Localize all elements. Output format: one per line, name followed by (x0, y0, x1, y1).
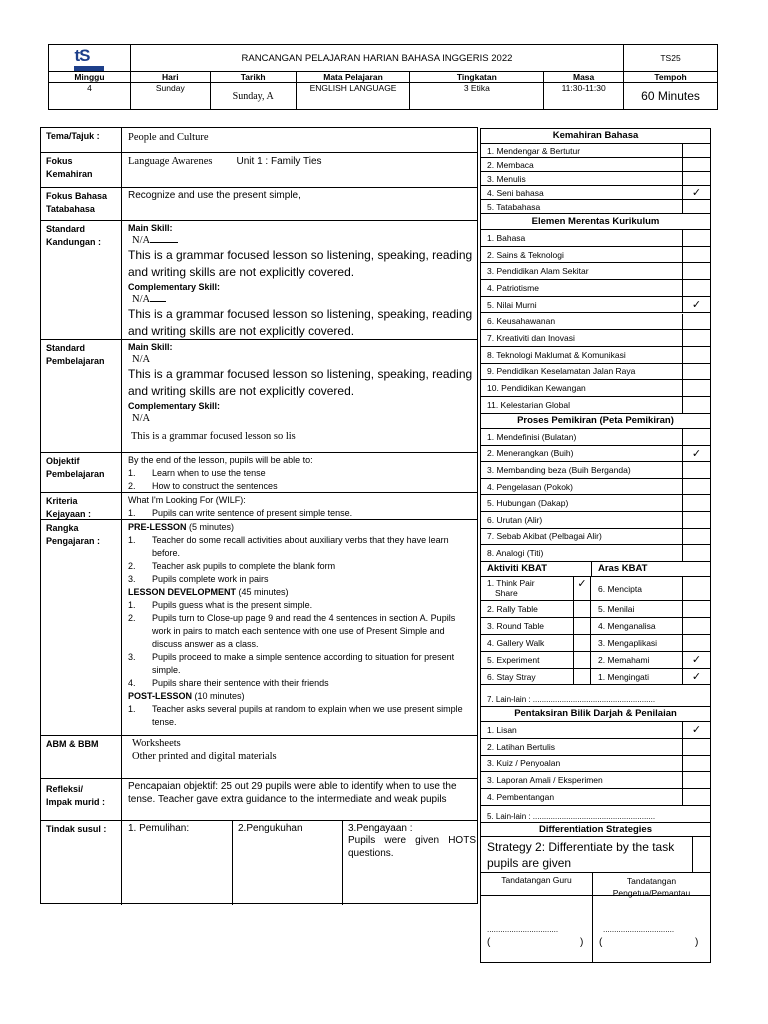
aras-label: 6. Mencipta (598, 583, 642, 594)
row-rangka (41, 520, 477, 736)
elemen-checkbox[interactable] (682, 330, 710, 346)
col-mata-pelajaran: Mata Pelajaran (296, 72, 410, 83)
check-icon: ✓ (691, 447, 702, 460)
sign-guru-label: Tandatangan Guru (501, 875, 572, 885)
elemen-label: 8. Teknologi Maklumat & Komunikasi (487, 349, 626, 360)
objektif-item: 1. Learn when to use the tense (128, 468, 266, 478)
elemen-row (481, 397, 710, 414)
col-masa: Masa (544, 72, 624, 83)
dev-lesson-title: LESSON DEVELOPMENT (128, 587, 237, 597)
proses-row (481, 446, 710, 463)
row-tindak-susul (41, 821, 477, 905)
elemen-row (481, 230, 710, 247)
kemahiran-label: 1. Mendengar & Bertutur (487, 145, 581, 156)
aras-checkbox[interactable] (682, 618, 710, 634)
row-standard-kandungan (41, 221, 477, 340)
sign-pengetua-dots: ................................ (603, 925, 675, 934)
fokus-bahasa-value: Recognize and use the present simple, (128, 190, 301, 201)
kbat-activity-checkbox[interactable] (573, 669, 591, 684)
elemen-checkbox[interactable] (682, 280, 710, 296)
kemahiran-checkbox[interactable] (682, 186, 710, 199)
elemen-label: 11. Kelestarian Global (487, 399, 571, 410)
pentaksiran-row (481, 722, 710, 739)
elemen-label: 4. Patriotisme (487, 282, 539, 293)
kbat-activity-checkbox[interactable] (573, 635, 591, 651)
proses-row (481, 529, 710, 546)
proses-row (481, 429, 710, 446)
pentaksiran-label: 2. Latihan Bertulis (487, 741, 556, 752)
school-logo (49, 45, 131, 72)
sign-guru-cell: Tandatangan Guru ................................ ( ) (481, 873, 593, 963)
col-minggu: Minggu (49, 72, 131, 83)
proses-checkbox[interactable] (682, 429, 710, 445)
kemahiran-row (481, 200, 710, 214)
aras-label: 1. Mengingati (598, 671, 650, 682)
kemahiran-checkbox[interactable] (682, 158, 710, 171)
col-tarikh: Tarikh (210, 72, 296, 83)
row-objektif (41, 453, 477, 493)
proses-label: 2. Menerangkan (Buih) (487, 448, 574, 459)
aras-heading: Aras KBAT (598, 563, 648, 574)
val-masa: 11:30-11:30 (544, 83, 624, 110)
proses-label: 1. Mendefinisi (Bulatan) (487, 431, 577, 442)
kemahiran-heading: Kemahiran Bahasa (481, 129, 710, 144)
proses-row (481, 462, 710, 479)
pentaksiran-checkbox[interactable] (682, 772, 710, 788)
check-icon: ✓ (577, 578, 587, 590)
val-tempoh: 60 Minutes (624, 83, 718, 110)
kbat-heading-row (481, 562, 710, 577)
tema-value: People and Culture (128, 132, 209, 143)
lain-lain-2: 5. Lain-lain : ....................................................... (481, 806, 710, 823)
label-objektif: Objektif Pembelajaran (41, 453, 122, 492)
label-tindak-susul: Tindak susul : (41, 821, 122, 905)
dev-lesson-time: (45 minutes) (238, 587, 289, 597)
kbat-row (481, 618, 710, 635)
kbat-activity-label: 3. Round Table (487, 621, 545, 631)
elemen-label: 7. Kreativiti dan Inovasi (487, 333, 575, 344)
val-tarikh: Sunday, A (210, 83, 296, 110)
kriteria-intro: What I'm Looking For (WILF): (128, 495, 246, 505)
aras-checkbox[interactable] (682, 601, 710, 617)
sign-guru-dots: ................................ (487, 925, 559, 934)
kemahiran-row (481, 158, 710, 172)
sp-main-na: N/A (132, 354, 151, 365)
proses-row (481, 495, 710, 512)
fokus-unit: Unit 1 : Family Ties (236, 156, 322, 167)
check-icon: ✓ (691, 724, 702, 736)
pentaksiran-row (481, 772, 710, 789)
check-icon: ✓ (691, 654, 702, 666)
kemahiran-label: 2. Membaca (487, 159, 534, 170)
row-tema (41, 128, 477, 153)
kemahiran-label: 4. Seni bahasa (487, 187, 544, 198)
proses-checkbox[interactable] (682, 479, 710, 495)
kbat-activity-label: 2. Rally Table (487, 604, 538, 614)
proses-row (481, 512, 710, 529)
elemen-label: 5. Nilai Murni (487, 299, 537, 310)
abm-line-2: Other printed and digital materials (132, 751, 277, 762)
proses-checkbox[interactable] (682, 529, 710, 545)
elemen-checkbox[interactable] (682, 230, 710, 246)
val-minggu: 4 (49, 83, 131, 110)
row-refleksi (41, 779, 477, 821)
row-fokus-bahasa (41, 188, 477, 221)
row-abm (41, 736, 477, 779)
kbat-activity-checkbox[interactable] (573, 601, 591, 617)
logo-text: tS (74, 46, 90, 65)
aras-checkbox[interactable] (682, 669, 710, 684)
pre-lesson-item: 1. Teacher do some recall activities about auxiliary verbs that they have learn before. (128, 535, 449, 558)
kbat-activity-checkbox[interactable] (573, 652, 591, 668)
pentaksiran-label: 4. Pembentangan (487, 792, 555, 803)
tindak-pemulihan: 1. Pemulihan: (122, 821, 233, 905)
label-rangka: Rangka Pengajaran : (41, 520, 122, 735)
val-mata-pelajaran: ENGLISH LANGUAGE (296, 83, 410, 110)
elemen-row (481, 380, 710, 397)
elemen-checkbox[interactable] (682, 263, 710, 279)
elemen-checkbox[interactable] (682, 314, 710, 330)
aras-label: 2. Memahami (598, 655, 650, 665)
kemahiran-row (481, 186, 710, 200)
elemen-checkbox[interactable] (682, 380, 710, 396)
signature-row (481, 873, 710, 963)
objektif-item: 2. How to construct the sentences (128, 481, 278, 491)
val-hari: Sunday (130, 83, 210, 110)
proses-label: 7. Sebab Akibat (Pelbagai Alir) (487, 531, 602, 542)
elemen-checkbox[interactable] (682, 347, 710, 363)
sk-comp-text: This is a grammar focused lesson so listening, speaking, reading and writing skills are not explicitly covered. (128, 307, 473, 338)
sk-comp-skill-heading: Complementary Skill: (128, 282, 221, 292)
elemen-row (481, 364, 710, 381)
tindak-pengayaan: 3.Pengayaan : (348, 823, 413, 834)
label-standard-kandungan: Standard Kandungan : (41, 221, 122, 339)
sign-pengetua-label: Tandatangan Pengetua/Pemantau (612, 876, 691, 898)
kbat-row (481, 577, 710, 601)
elemen-row (481, 263, 710, 280)
pentaksiran-row (481, 789, 710, 806)
header-table (48, 44, 718, 110)
kemahiran-checkbox[interactable] (682, 144, 710, 157)
elemen-checkbox[interactable] (682, 364, 710, 380)
fokus-value: Language Awarenes (128, 156, 213, 167)
elemen-row (481, 297, 710, 314)
sp-comp-na: N/A (132, 413, 151, 424)
dev-lesson-item: 2. Pupils turn to Close-up page 9 and read the 4 sentences in section A. Pupils work in pairs to match each sentence with one use of Present Simple and discuss answer as a class. (128, 613, 456, 649)
elemen-row (481, 314, 710, 331)
kbat-activity-label: 5. Experiment (487, 655, 540, 665)
proses-heading: Proses Pemikiran (Peta Pemikiran) (481, 414, 710, 429)
pre-lesson-item: 2. Teacher ask pupils to complete the blank form (128, 561, 336, 571)
pentaksiran-row (481, 756, 710, 773)
aras-checkbox[interactable] (682, 577, 710, 600)
document-code: TS25 (624, 45, 718, 72)
val-tingkatan: 3 Etika (410, 83, 544, 110)
pre-lesson-title: PRE-LESSON (128, 522, 187, 532)
elemen-label: 2. Sains & Teknologi (487, 249, 564, 260)
kemahiran-checkbox[interactable] (682, 200, 710, 213)
pentaksiran-label: 3. Laporan Amali / Eksperimen (487, 775, 603, 786)
sk-main-skill-heading: Main Skill: (128, 223, 173, 233)
proses-label: 3. Membanding beza (Buih Berganda) (487, 464, 631, 475)
kbat-heading: Aktiviti KBAT (487, 563, 547, 574)
kbat-row (481, 601, 710, 618)
row-fokus (41, 153, 477, 188)
aras-label: 4. Menganalisa (598, 621, 656, 631)
pentaksiran-label: 3. Kuiz / Penyoalan (487, 758, 561, 769)
check-icon: ✓ (691, 671, 702, 683)
post-lesson-time: (10 minutes) (194, 691, 245, 701)
aras-label: 5. Menilai (598, 604, 635, 614)
pentaksiran-label: 1. Lisan (487, 724, 517, 735)
elemen-row (481, 330, 710, 347)
sk-main-text: This is a grammar focused lesson so listening, speaking, reading and writing skills are not explicitly covered. (128, 248, 473, 279)
proses-checkbox[interactable] (682, 462, 710, 478)
kbat-activity-label: 1. Think Pair Share (487, 578, 535, 598)
pentaksiran-heading: Pentaksiran Bilik Darjah & Penilaian (481, 707, 710, 722)
proses-label: 5. Hubungan (Dakap) (487, 498, 569, 509)
proses-checkbox[interactable] (682, 446, 710, 462)
label-fokus: Fokus Kemahiran (41, 153, 122, 187)
elemen-checkbox[interactable] (682, 297, 710, 313)
proses-checkbox[interactable] (682, 512, 710, 528)
proses-label: 4. Pengelasan (Pokok) (487, 481, 573, 492)
kemahiran-row (481, 144, 710, 158)
label-standard-pembelajaran: Standard Pembelajaran (41, 340, 122, 452)
pentaksiran-checkbox[interactable] (682, 756, 710, 772)
sign-pengetua-cell: Tandatangan Pengetua/Pemantau ................................ ( ) (593, 873, 710, 963)
kbat-activity-checkbox[interactable] (573, 618, 591, 634)
proses-label: 8. Analogi (Titi) (487, 547, 544, 558)
kemahiran-label: 5. Tatabahasa (487, 201, 541, 212)
kbat-row (481, 652, 710, 669)
elemen-label: 1. Bahasa (487, 232, 526, 243)
sp-main-text: This is a grammar focused lesson so listening, speaking, reading and writing skills are not explicitly covered. (128, 367, 473, 398)
lesson-plan-table (40, 127, 478, 904)
proses-checkbox[interactable] (682, 545, 710, 561)
post-lesson-title: POST-LESSON (128, 691, 193, 701)
kriteria-item: 1. Pupils can write sentence of present simple tense. (128, 508, 353, 518)
aras-checkbox[interactable] (682, 635, 710, 651)
label-refleksi: Refleksi/ Impak murid : (41, 779, 122, 820)
sk-comp-na: N/A (132, 294, 151, 305)
elemen-row (481, 280, 710, 297)
row-kriteria (41, 493, 477, 520)
diff-text: Strategy 2: Differentiate by the task pupils are given (487, 840, 675, 870)
sp-comp-text: This is a grammar focused lesson so lis (131, 431, 296, 442)
elemen-heading: Elemen Merentas Kurikulum (481, 214, 710, 230)
proses-label: 6. Urutan (Alir) (487, 514, 543, 525)
abm-line-1: Worksheets (132, 738, 181, 749)
elemen-label: 9. Pendidikan Keselamatan Jalan Raya (487, 366, 636, 377)
elemen-checkbox[interactable] (682, 397, 710, 413)
kbat-activity-label: 6. Stay Stray (487, 672, 536, 682)
dev-lesson-item: 3. Pupils proceed to make a simple sentence according to situation for present simple. (128, 652, 455, 675)
pentaksiran-row (481, 739, 710, 756)
objektif-intro: By the end of the lesson, pupils will be able to: (128, 455, 313, 465)
sp-main-skill-heading: Main Skill: (128, 342, 173, 352)
col-tingkatan: Tingkatan (410, 72, 544, 83)
label-kriteria: Kriteria Kejayaan : (41, 493, 122, 519)
kbat-activity-checkbox[interactable] (573, 577, 591, 600)
diff-row (481, 837, 710, 873)
elemen-label: 3. Pendidikan Alam Sekitar (487, 266, 589, 277)
label-tema: Tema/Tajuk : (41, 128, 122, 152)
row-standard-pembelajaran (41, 340, 477, 453)
post-lesson-item: 1. Teacher asks several pupils at random to explain when we use present simple tense. (128, 704, 463, 727)
pre-lesson-item: 3. Pupils complete work in pairs (128, 574, 269, 584)
refleksi-text: Pencapaian objektif: 25 out 29 pupils were able to identify when to use the tensе. Teacher gave extra guidance to the intermediate and weak pupils (128, 781, 457, 805)
check-icon: ✓ (691, 298, 702, 311)
dev-lesson-item: 4. Pupils share their sentence with their friends (128, 678, 329, 688)
kbat-row (481, 635, 710, 652)
diff-heading: Differentiation Strategies (481, 823, 710, 837)
checklist-panel (480, 128, 711, 963)
aras-label: 3. Mengaplikasi (598, 638, 658, 648)
elemen-label: 6. Keusahawanan (487, 316, 556, 327)
document-title: RANCANGAN PELAJARAN HARIAN BAHASA INGGERIS 2022 (130, 45, 623, 72)
elemen-row (481, 247, 710, 264)
pre-lesson-time: (5 minutes) (189, 522, 235, 532)
elemen-row (481, 347, 710, 364)
label-abm: ABM & BBM (41, 736, 122, 778)
elemen-checkbox[interactable] (682, 247, 710, 263)
kbat-activity-label: 4. Gallery Walk (487, 638, 545, 648)
elemen-label: 10. Pendidikan Kewangan (487, 383, 586, 394)
sp-comp-skill-heading: Complementary Skill: (128, 401, 221, 411)
pentaksiran-checkbox[interactable] (682, 739, 710, 755)
proses-row (481, 479, 710, 496)
col-hari: Hari (130, 72, 210, 83)
label-fokus-bahasa: Fokus Bahasa Tatabahasa (41, 188, 122, 220)
check-icon: ✓ (691, 187, 702, 199)
col-tempoh: Tempoh (624, 72, 718, 83)
kemahiran-checkbox[interactable] (682, 172, 710, 185)
dev-lesson-item: 1. Pupils guess what is the present simple. (128, 600, 313, 610)
kbat-row (481, 669, 710, 685)
kemahiran-row (481, 172, 710, 186)
aras-checkbox[interactable] (682, 652, 710, 668)
kemahiran-label: 3. Menulis (487, 173, 526, 184)
sk-main-na: N/A (132, 235, 151, 246)
tindak-pengayaan-text: Pupils were given HOTS questions. (348, 835, 476, 859)
lain-lain-1: 7. Lain-lain : ....................................................... (481, 685, 710, 707)
tindak-pengukuhan: 2.Pengukuhan (233, 821, 343, 905)
proses-row (481, 545, 710, 562)
pentaksiran-checkbox[interactable] (682, 722, 710, 738)
proses-checkbox[interactable] (682, 495, 710, 511)
pentaksiran-checkbox[interactable] (682, 789, 710, 805)
